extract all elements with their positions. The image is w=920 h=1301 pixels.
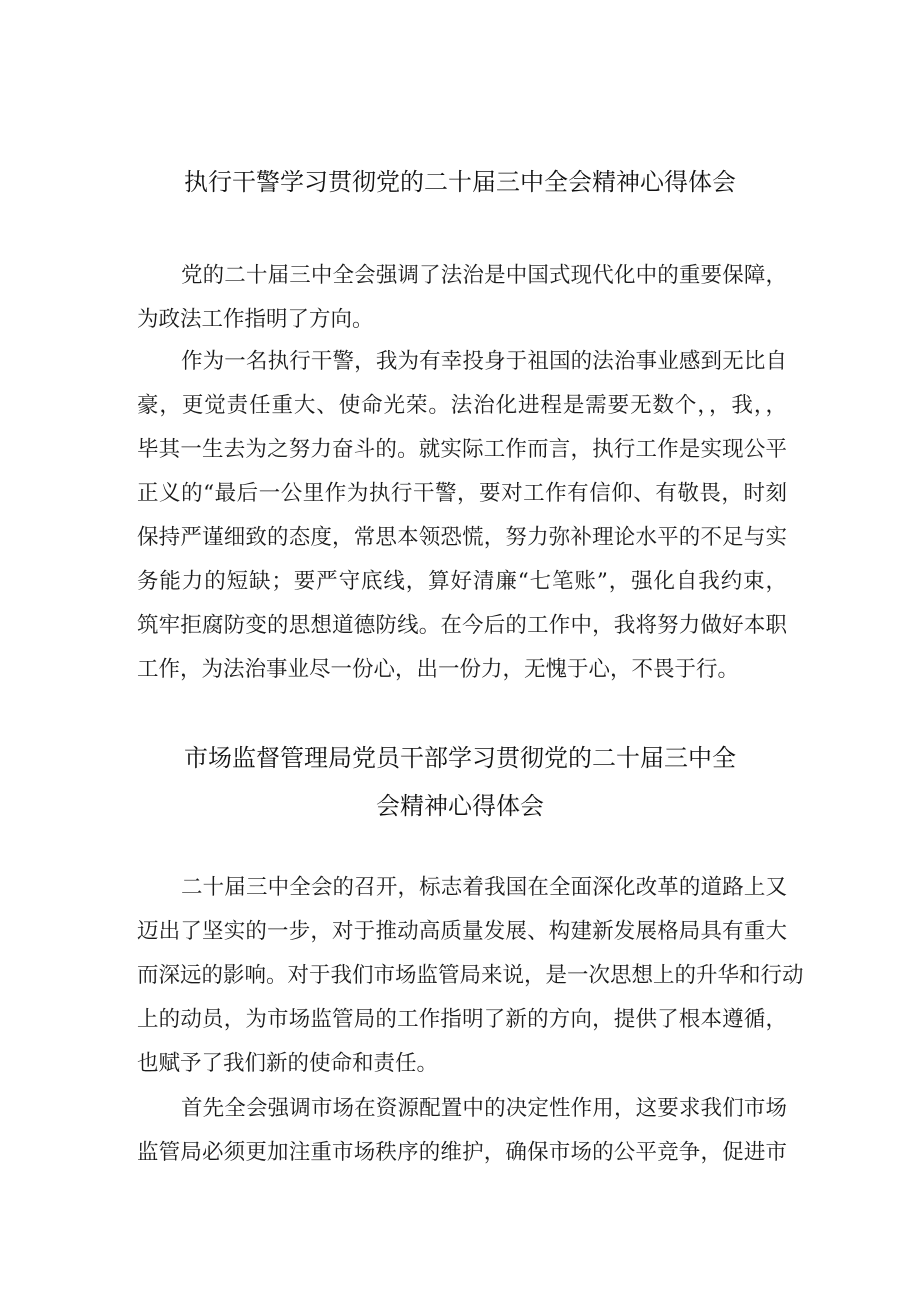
text-line: 首先全会强调市场在资源配置中的决定性作用，这要求我们市场 <box>181 1096 787 1121</box>
text-line: 监管局必须更加注重市场秩序的维护，确保市场的公平竞争，促进市 <box>137 1140 787 1165</box>
text-line: 豪，更觉责任重大、使命光荣。法治化进程是需要无数个，，我，， <box>137 393 787 418</box>
text-line: 作为一名执行干警，我为有幸投身于祖国的法治事业感到无比自 <box>181 349 787 374</box>
text-line: 而深远的影响。对于我们市场监管局来说，是一次思想上的升华和行动 <box>137 963 804 988</box>
text-line: 工作，为法治事业尽一份心，出一份力，无愧于心，不畏于行。 <box>137 657 740 682</box>
text-line: 党的二十届三中全会强调了法治是中国式现代化中的重要保障， <box>181 263 787 288</box>
text-line: 正义的“最后一公里作为执行干警，要对工作有信仰、有敬畏，时刻 <box>137 481 787 506</box>
text-line: 迈出了坚实的一步，对于推动高质量发展、构建新发展格局具有重大 <box>137 919 787 944</box>
text-line: 为政法工作指明了方向。 <box>137 307 374 332</box>
text-line: 保持严谨细致的态度，常思本领恐慌，努力弥补理论水平的不足与实 <box>137 525 787 550</box>
article-1-paragraph-2 <box>137 340 787 692</box>
text-line: 筑牢拒腐防变的思想道德防线。在今后的工作中，我将努力做好本职 <box>137 613 787 638</box>
article-1-paragraph-1 <box>137 254 787 342</box>
text-line: 毕其一生去为之努力奋斗的。就实际工作而言，执行工作是实现公平 <box>137 437 787 462</box>
title-line: 会精神心得体会 <box>376 792 544 820</box>
text-line: 上的动员，为市场监管局的工作指明了新的方向，提供了根本遵循， <box>137 1007 787 1032</box>
article-title-1 <box>120 158 800 206</box>
article-title-2 <box>120 734 800 830</box>
text-line: 也赋予了我们新的使命和责任。 <box>137 1051 439 1076</box>
article-2-paragraph-1 <box>137 866 804 1086</box>
text-line: 务能力的短缺；要严守底线，算好清廉“七笔账”，强化自我约束， <box>137 569 787 594</box>
article-2-paragraph-2 <box>137 1087 787 1175</box>
title-line: 执行干警学习贯彻党的二十届三中全会精神心得体会 <box>184 168 736 196</box>
text-line: 二十届三中全会的召开，标志着我国在全面深化改革的道路上又 <box>181 875 787 900</box>
title-line: 市场监督管理局党员干部学习贯彻党的二十届三中全 <box>184 744 736 772</box>
